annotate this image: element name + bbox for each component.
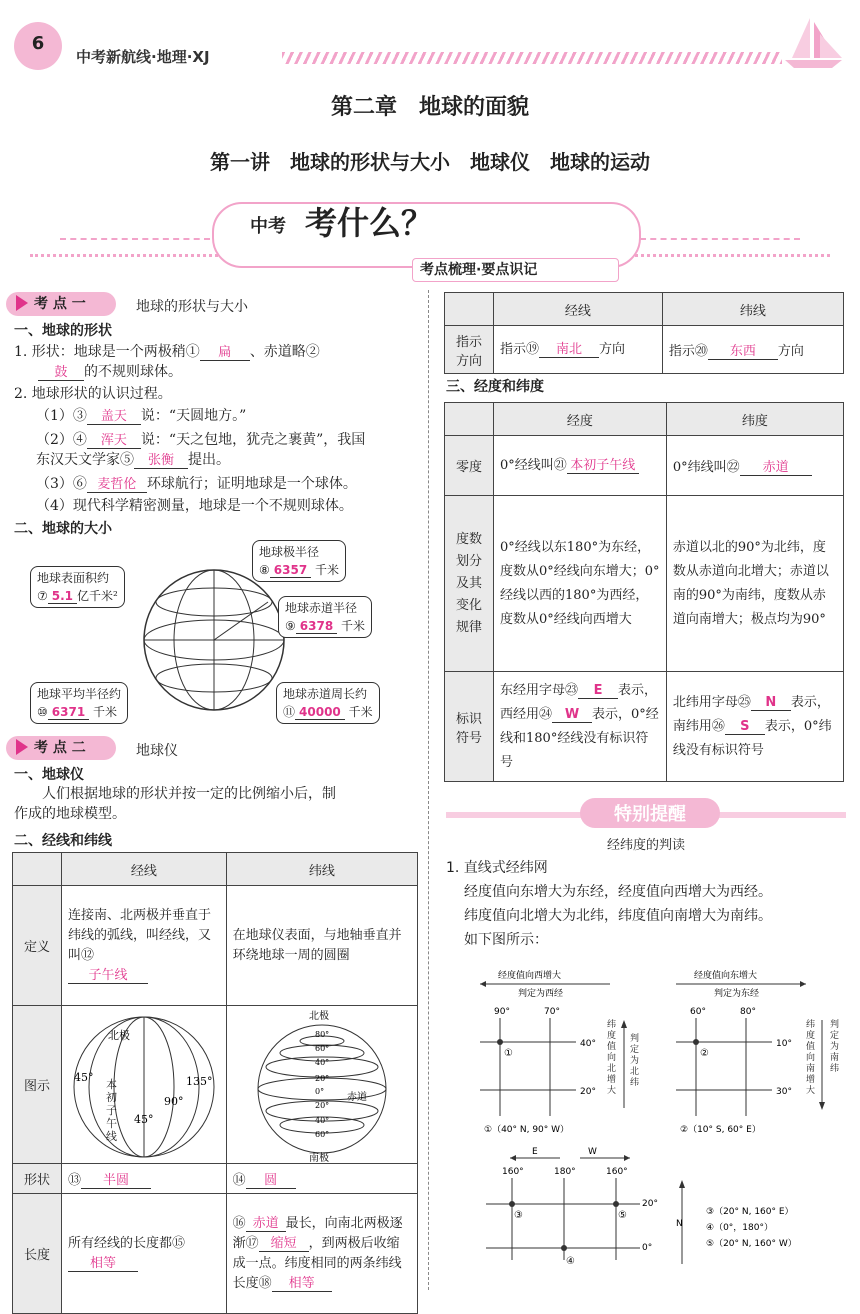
svg-text:北极: 北极 <box>308 1010 329 1022</box>
kp2-title: 地球仪 <box>136 743 178 759</box>
svg-text:N: N <box>676 1219 683 1229</box>
svg-text:③（20° N, 160° E）: ③（20° N, 160° E） <box>706 1207 794 1217</box>
svg-text:20°: 20° <box>314 1073 329 1083</box>
eq-radius-label: 地球赤道半径 ⑨ 6378 千米 <box>278 596 372 638</box>
prime-meridian-label: 本初子午线 <box>106 1078 117 1143</box>
svg-text:45°: 45° <box>133 1112 154 1126</box>
svg-text:南极: 南极 <box>308 1152 329 1163</box>
kp1-line2: 2. 地球形状的认识过程。 <box>14 386 172 402</box>
tip-item: 1. 直线式经纬网 <box>446 860 548 876</box>
kp1-line1: 1. 形状：地球是一个两极稍① 扁 、赤道略② 鼓 的不规则球体。 <box>14 344 320 380</box>
svg-text:60°: 60° <box>690 1007 706 1017</box>
direction-table: 经线 纬线 指示方向 指示⑲ 南北 方向 指示⑳ 东西 方向 <box>444 292 844 374</box>
banner-dash-right <box>640 238 800 240</box>
grid1-up-arrow-icon <box>620 1020 628 1110</box>
tip-title: 特别提醒 <box>614 804 686 825</box>
svg-text:70°: 70° <box>544 1007 560 1017</box>
s3-title: 三、经度和纬度 <box>446 379 544 395</box>
kp2-badge: 考 点 二 <box>6 736 116 760</box>
kp1-title: 地球的形状与大小 <box>136 299 248 315</box>
page-number: 6 <box>14 22 62 70</box>
svg-text:W: W <box>588 1147 597 1157</box>
kp1-line5: （3）⑥ 麦哲伦 环球航行；证明地球是一个球体。 <box>36 476 357 492</box>
svg-text:10°: 10° <box>776 1039 792 1049</box>
grid2-side1: 纬度值向南增大 <box>806 1020 816 1096</box>
column-divider <box>428 290 429 1290</box>
svg-text:0°: 0° <box>642 1243 653 1253</box>
mean-radius-label: 地球平均半径约 ⑩ 6371 千米 <box>30 682 128 724</box>
svg-text:20°: 20° <box>642 1199 658 1209</box>
tip-para: 经度值向东增大为东经，经度值向西增大为西经。 纬度值向北增大为北纬，纬度值向南增大为南纬。 如下图所示： <box>464 884 772 948</box>
kp2-para: 人们根据地球的形状并按一定的比例缩小后，制 作成的地球模型。 <box>14 786 336 822</box>
longitude-latitude-table: 经度 纬度 零度 0°经线叫㉑ 本初子午线 0°纬线叫㉒ 赤道 度数划分及其变化规律 0°经线以东180°为东经，度数从0°经线向东增大；0°经线以西的180°为西经，度数从0°经线向西增大 赤道以北的90°为北纬，度数从赤道向北增大；赤道以南的90°为南纬，度数从赤道向南增大；极点均为90° 标识符号 东经用字母㉓ E 表示，西经用㉔ W 表示，0°经线和180°经线没有标识符号 北纬用字母㉕ N 表示，南纬用㉖ S 表示，0°纬线没有标识符号 <box>444 402 844 782</box>
banner-main: 考什么？ <box>305 204 434 242</box>
svg-text:④（0°，180°）: ④（0°，180°） <box>706 1223 773 1233</box>
kp1-badge: 考 点 一 <box>6 292 116 316</box>
svg-text:判定为东经: 判定为东经 <box>714 989 760 999</box>
polar-radius-label: 地球极半径 ⑧ 6357 千米 <box>252 540 346 582</box>
svg-text:160°: 160° <box>502 1167 524 1177</box>
kp1-line3: （1）③ 盖天 说：“天圆地方。” <box>36 408 247 424</box>
grid2-down-arrow-icon <box>818 1020 826 1110</box>
svg-text:60°: 60° <box>314 1129 329 1139</box>
svg-text:①（40° N, 90° W）: ①（40° N, 90° W） <box>484 1125 570 1135</box>
svg-text:⑤（20° N, 160° W）: ⑤（20° N, 160° W） <box>706 1239 797 1249</box>
svg-text:②（10° S, 60° E）: ②（10° S, 60° E） <box>680 1125 761 1135</box>
svg-text:③: ③ <box>514 1210 523 1221</box>
svg-text:E: E <box>532 1147 538 1157</box>
kp1-s1: 一、地球的形状 <box>14 323 112 339</box>
svg-text:30°: 30° <box>776 1087 792 1097</box>
svg-text:90°: 90° <box>494 1007 510 1017</box>
kp1-line4: （2）④ 浑天 说：“天之包地，犹壳之裹黄”，我国 东汉天文学家⑤ 张衡 提出。 <box>36 432 366 468</box>
svg-text:②: ② <box>700 1048 709 1059</box>
kp1-line6: （4）现代科学精密测量，地球是一个不规则球体。 <box>36 498 353 514</box>
series-title: 中考新航线·地理·XJ <box>76 48 210 66</box>
banner-prefix: 中考 <box>250 216 286 237</box>
area-label: 地球表面积约 ⑦ 5.1 亿千米² <box>30 566 125 608</box>
svg-text:①: ① <box>504 1048 513 1059</box>
lecture-title: 第一讲 地球的形状与大小 地球仪 地球的运动 <box>210 150 650 174</box>
svg-text:60°: 60° <box>314 1043 329 1053</box>
header-stripe <box>282 52 782 64</box>
svg-text:45°: 45° <box>73 1070 94 1084</box>
banner-subtitle: 考点梳理·要点识记 <box>420 262 538 278</box>
earth-size-diagram <box>130 560 300 720</box>
svg-text:20°: 20° <box>314 1100 329 1110</box>
svg-text:判定为西经: 判定为西经 <box>518 989 564 999</box>
parallel-globe-figure <box>237 1007 407 1163</box>
meridian-globe-figure <box>66 1007 222 1163</box>
svg-text:90°: 90° <box>163 1094 184 1108</box>
grid-diagram-3 <box>470 1144 840 1269</box>
svg-text:20°: 20° <box>580 1087 596 1097</box>
kp2-s1: 一、地球仪 <box>14 767 84 783</box>
svg-text:40°: 40° <box>314 1057 329 1067</box>
svg-text:经度值向西增大: 经度值向西增大 <box>498 971 562 981</box>
svg-text:180°: 180° <box>554 1167 576 1177</box>
grid1-side2: 判定为北纬 <box>630 1034 640 1088</box>
grid2-side2: 判定为南纬 <box>830 1020 840 1074</box>
svg-text:160°: 160° <box>606 1167 628 1177</box>
circumference-label: 地球赤道周长约 ⑪ 40000 千米 <box>276 682 380 724</box>
kp1-s2: 二、地球的大小 <box>14 521 112 537</box>
svg-text:80°: 80° <box>314 1029 329 1039</box>
svg-text:经度值向东增大: 经度值向东增大 <box>694 971 758 981</box>
meridian-parallel-table: 经线 纬线 定义 连接南、北两极并垂直于纬线的弧线，叫经线，又叫⑫ 子午线 在地球仪表面，与地轴垂直并环绕地球一周的圆圈 图示 北极 45° 135° 90° 45° 本初子午线 北极 南极 赤道 80° 60° 40° 20° 0° 20° 40° 60° 形状 ⑬ 半圆 ⑭ 圆 长度 所有经线的长度都⑮相等 ⑯ 赤道 最长，向南北两极逐渐⑰ 缩短 ，到两极后收缩成一点。纬度相同的两条纬线长度⑱ 相等 <box>12 852 418 1314</box>
banner-dash-left <box>60 238 210 240</box>
svg-text:80°: 80° <box>740 1007 756 1017</box>
tip-subtitle: 经纬度的判读 <box>606 838 685 853</box>
ship-logo-icon <box>780 12 850 72</box>
svg-text:40°: 40° <box>580 1039 596 1049</box>
svg-text:⑤: ⑤ <box>618 1210 627 1221</box>
svg-text:④: ④ <box>566 1256 575 1267</box>
svg-text:40°: 40° <box>314 1115 329 1125</box>
grid1-side1: 纬度值向北增大 <box>607 1020 617 1096</box>
chapter-title: 第二章 地球的面貌 <box>330 95 529 120</box>
svg-text:0°: 0° <box>314 1086 324 1096</box>
svg-text:赤道: 赤道 <box>346 1091 367 1103</box>
svg-text:北极: 北极 <box>107 1028 130 1042</box>
svg-text:135°: 135° <box>185 1074 213 1088</box>
kp2-s2: 二、经线和纬线 <box>14 833 112 849</box>
